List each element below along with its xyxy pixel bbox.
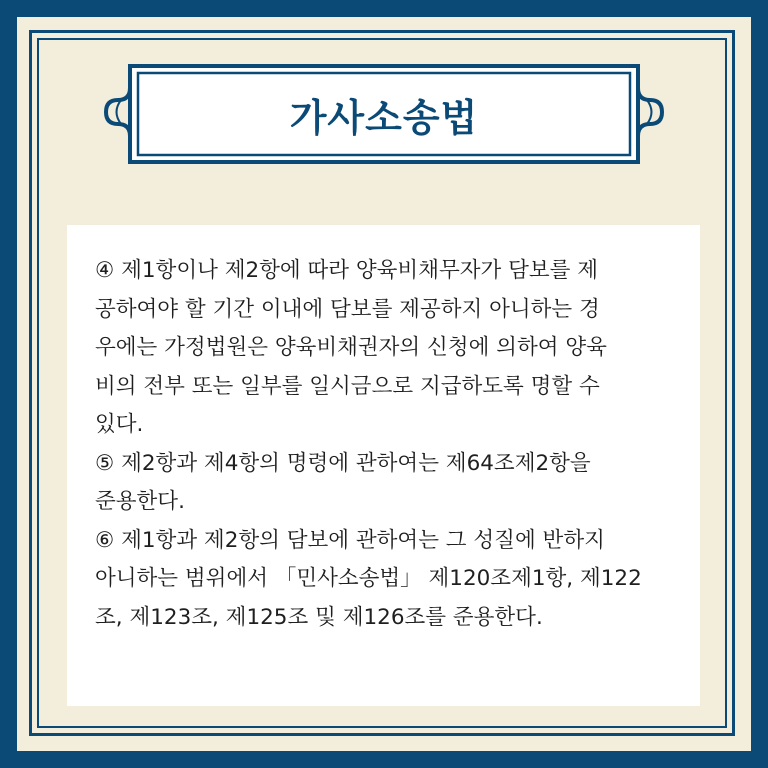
text-line: ④ 제1항이나 제2항에 따라 양육비채무자가 담보를 제 [95,258,599,283]
law-text [95,252,685,637]
text-line: 아니하는 범위에서 「민사소송법」 제120조제1항, 제122 [95,566,642,591]
text-line: 공하여야 할 기간 이내에 담보를 제공하지 아니하는 경 [95,296,600,322]
text-line: ⑥ 제1항과 제2항의 담보에 관하여는 그 성질에 반하지 [95,527,605,553]
text-line: 있다. [95,412,144,437]
text-line: 비의 전부 또는 일부를 일시금으로 지급하도록 명할 수 [95,373,600,399]
page-title: 가사소송법 [289,95,479,140]
text-line: ⑤ 제2항과 제4항의 명령에 관하여는 제64조제2항을 [95,450,591,476]
text-line: 준용한다. [95,489,185,514]
text-line: 조, 제123조, 제125조 및 제126조를 준용한다. [95,604,543,630]
text-line: 우에는 가정법원은 양육비채권자의 신청에 의하여 양육 [95,335,607,360]
